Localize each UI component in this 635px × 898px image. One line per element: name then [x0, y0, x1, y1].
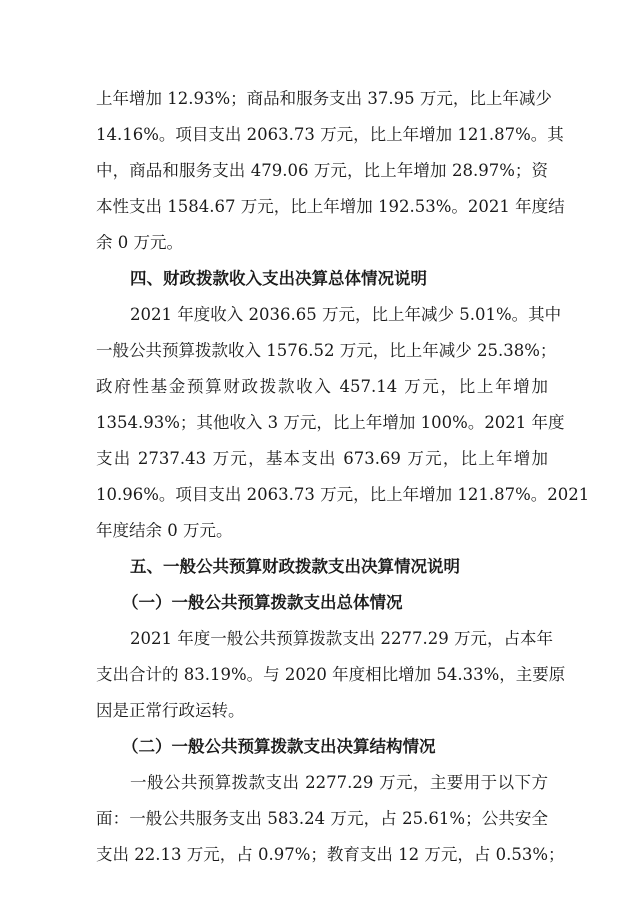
- paragraph-line: 政府性基金预算财政拨款收入 457.14 万元，比上年增加: [96, 377, 548, 396]
- paragraph-line: 1354.93%；其他收入 3 万元，比上年增加 100%。2021 年度: [96, 413, 565, 432]
- paragraph-line: 支出 2737.43 万元，基本支出 673.69 万元，比上年增加: [96, 449, 548, 468]
- paragraph-line: 支出合计的 83.19%。与 2020 年度相比增加 54.33%，主要原: [96, 665, 566, 684]
- paragraph-line: 2021 年度一般公共预算拨款支出 2277.29 万元，占本年: [130, 629, 553, 648]
- section-heading-5: 五、一般公共预算财政拨款支出决算情况说明: [130, 557, 460, 576]
- paragraph-line: 一般公共预算拨款支出 2277.29 万元，主要用于以下方: [130, 773, 548, 792]
- subsection-heading-5-1: （一）一般公共预算拨款支出总体情况: [122, 593, 403, 612]
- paragraph-line: 上年增加 12.93%；商品和服务支出 37.95 万元，比上年减少: [96, 89, 552, 108]
- paragraph-line: 中，商品和服务支出 479.06 万元，比上年增加 28.97%；资: [96, 161, 548, 180]
- paragraph-line: 2021 年度收入 2036.65 万元，比上年减少 5.01%。其中: [130, 305, 562, 324]
- paragraph-line: 14.16%。项目支出 2063.73 万元，比上年增加 121.87%。其: [96, 125, 564, 144]
- paragraph-line: 余 0 万元。: [96, 233, 183, 252]
- paragraph-line: 面：一般公共服务支出 583.24 万元，占 25.61%；公共安全: [96, 809, 548, 828]
- section-heading-4: 四、财政拨款收入支出决算总体情况说明: [130, 269, 427, 288]
- paragraph-line: 因是正常行政运转。: [96, 701, 245, 720]
- paragraph-line: 支出 22.13 万元，占 0.97%；教育支出 12 万元，占 0.53%；: [96, 845, 565, 864]
- paragraph-line: 本性支出 1584.67 万元，比上年增加 192.53%。2021 年度结: [96, 197, 565, 216]
- paragraph-line: 年度结余 0 万元。: [96, 521, 233, 540]
- paragraph-line: 10.96%。项目支出 2063.73 万元，比上年增加 121.87%。2021: [96, 485, 590, 504]
- subsection-heading-5-2: （二）一般公共预算拨款支出决算结构情况: [122, 737, 436, 756]
- paragraph-line: 一般公共预算拨款收入 1576.52 万元，比上年减少 25.38%；: [96, 341, 557, 360]
